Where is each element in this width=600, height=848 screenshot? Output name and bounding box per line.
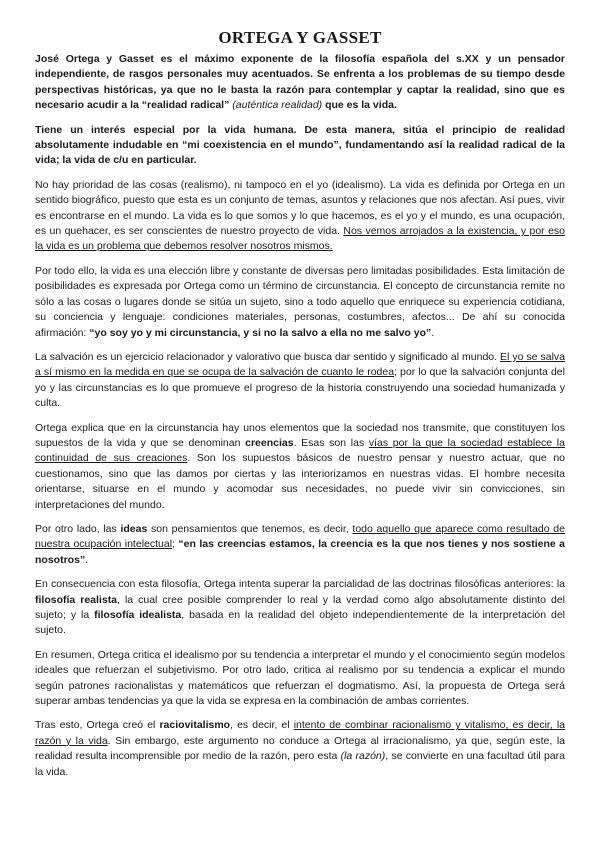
ideas-end: . [85,553,89,566]
paragraph-summary: En resumen, Ortega critica el idealismo por su tendencia a interpretar el mundo y el conocimiento según modelos ideales que refuerzan el subjetivismo. Por otro lado, critica al realismo por su tendencia a explicar el mundo según patrones racionalistas y matemáticos que refuerzan el dogmatismo. Así, la propuesta de Ortega será superar ambas tendencias ya que la vida se expresa en la combinación de ambas corrientes. [35,648,565,708]
ideas-text: Por otro lado, las [35,522,117,535]
salvation-end: ; por lo que la salvación conjunta del yo y las circunstancias es lo que promueve el progreso de la historia construyendo una sociedad humanizada y culta. [35,366,565,410]
ideas-mid: son pensamientos que tenemos, es decir, [151,522,349,535]
raciovitalism-mid: , es decir, el [230,719,290,732]
paragraph-life-definition [35,178,565,255]
raciovitalism-body: . Sin embargo, este argumento no conduce a Ortega al irracionalismo, ya que, según este, la realidad resulta incomprensible por medio de la razón, pero esta [35,734,566,763]
raciovitalism-italic-note: (la razón) [340,750,386,763]
paragraph-ideas [35,522,565,568]
ideas-term: ideas [120,522,148,535]
salvation-underlined: El yo se salva a sí mismo en la medida en que se ocupa de la salvación de cuanto le rodea [35,350,565,379]
ideas-sep: ; [172,538,175,551]
raciovitalism-term: raciovitalismo [159,719,231,732]
beliefs-end: . Son los supuestos básicos de nuestro pensar y nuestro actuar, que no cuestionamos, sino que las damos por ciertas y las interiorizamos en nuestras vidas. El hombre necesita orientarse, situarse en el mundo y acomodar sus necesidades, no puede vivir sin convicciones, sin interpretaciones del mundo. [35,452,566,511]
paragraph-human-life: Tiene un interés especial por la vida humana. De esta manera, sitúa el principio de realidad absolutamente indudable en “mi coexistencia en el mundo”, fundamentando así la realidad radical de la vida; la vida de c/u en particular. [35,123,565,167]
doctrines-end: , basada en la realidad del objeto independientemente de la interpretación del sujeto. [35,609,565,637]
page-title: ORTEGA Y GASSET [218,28,382,47]
intro-text: José Ortega y Gasset es el máximo exponente de la filosofía española del s.XX y un pensador independiente, de rasgos personales muy acentuados. Se enfrenta a los problemas de su tiempo desde perspectivas históricas, ya que no le basta la razón para contemplar y captar la realidad, sino que es necesario acudir a la “realidad radical” [35,53,565,112]
beliefs-underlined: vías por la que la sociedad establece la continuidad de sus creaciones [35,436,565,465]
paragraph-raciovitalism [35,718,565,780]
document-page [35,28,565,789]
salvation-text: La salvación es un ejercicio relacionador y valorativo que busca dar sentido y significado al mundo. [35,350,498,363]
ideas-underlined: todo aquello que aparece como resultado de nuestra ocupación intelectual [35,522,565,551]
doctrines-realist: filosofía realista [35,593,118,606]
paragraph-doctrines [35,577,565,639]
paragraph-circumstance [35,264,565,341]
life-definition-text: No hay prioridad de las cosas (realismo), ni tampoco en el yo (idealismo). La vida es definida por Ortega en un sentido biográfico, puesto que esta es un conjunto de temas, asuntos y relaciones que nos afectan. Así pues, vivir es encontrarse en el mundo. La vida es lo que somos y lo que hacemos, es el yo y el mundo, es una ocupación, es un quehacer, es ser conscientes de nuestro proyecto de vida. [35,178,565,238]
raciovitalism-text: Tras esto, Ortega creó el [35,719,156,732]
paragraph-intro [35,52,565,114]
circumstance-text: Por todo ello, la vida es una elección libre y constante de diversas pero limitadas posibilidades. Esta limitación de posibilidades es expresada por Ortega como un término de circunstancia. El concepto de circunstancia remite no sólo a las cosas o lugares donde se sitúa un sujeto, sino a todo aquello que enriquece su experiencia cotidiana, su conciencia y lenguaje: condiciones materiales, personas, costumbres, afectos... De ahí su conocida afirmación: [35,264,565,339]
doctrines-mid: , la cual cree posible comprender lo real y la verdad como algo absolutamente distinto del sujeto; y la [35,593,565,621]
beliefs-text: Ortega explica que en la circunstancia hay unos elementos que la sociedad nos transmite, que constituyen los supuestos de la vida y que se denominan [35,421,565,449]
raciovitalism-end: , se convierte en una facultad útil para la vida. [35,750,565,778]
raciovitalism-underlined: intento de combinar racionalismo y vitalismo, es decir, la razón y la vida [35,719,565,747]
doctrines-idealist: filosofía idealista [94,609,182,621]
doctrines-text: En consecuencia con esta filosofía, Ortega intenta superar la parcialidad de las doctrinas filosóficas anteriores: la [35,578,565,591]
beliefs-term: creencias [245,436,294,449]
paragraph-beliefs [35,421,565,513]
ideas-quote: “en las creencias estamos, la creencia es la que nos tienes y nos sostiene a nosotros” [35,538,565,566]
intro-end: que es la vida. [325,99,397,112]
intro-italic-note: (auténtica realidad) [232,99,323,112]
circumstance-quote: “yo soy yo y mi circunstancia, y si no la salvo a ella no me salvo yo” [89,326,432,339]
life-definition-underlined: Nos vemos arrojados a la existencia, y por eso la vida es un problema que debemos resolver nosotros mismos. [35,225,566,253]
beliefs-mid: . Esas son las [293,436,365,449]
circumstance-end: . [431,326,435,339]
paragraph-salvation [35,350,565,412]
